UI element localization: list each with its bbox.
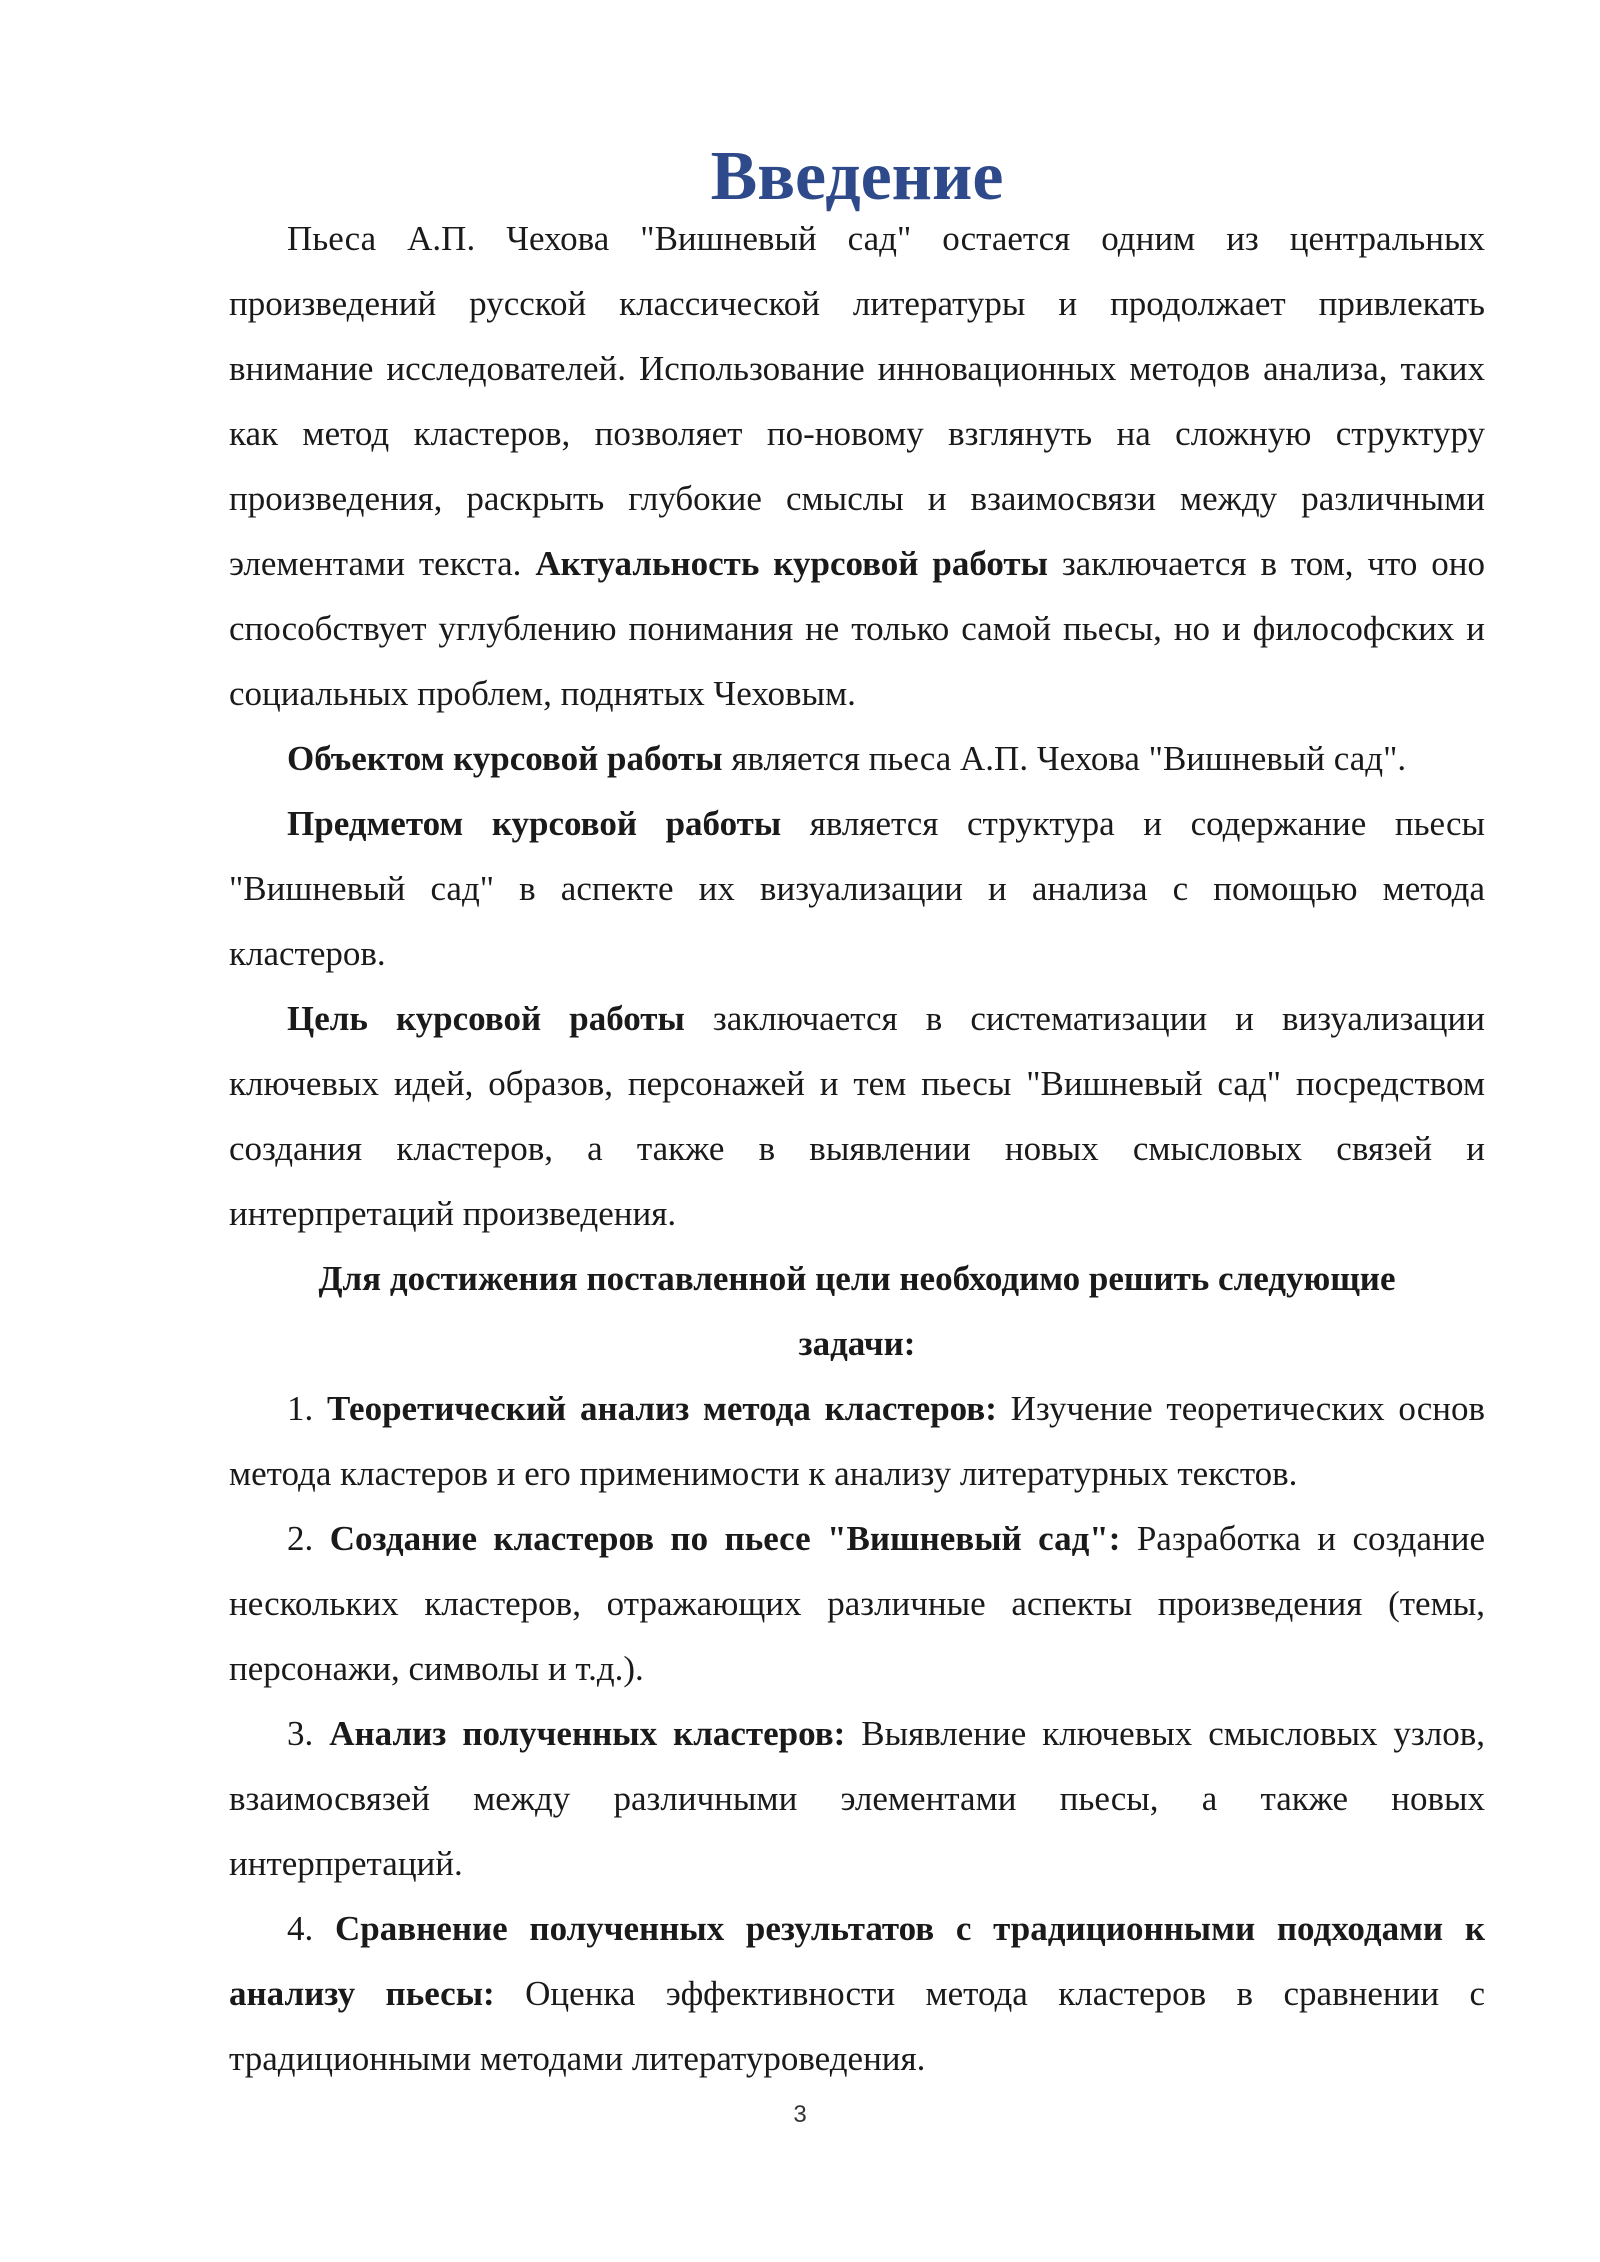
task-item <box>229 1376 1485 1506</box>
task-text: Изучение теоретических основ метода кластеров и его применимости к анализу литературных текстов. <box>229 1389 1486 1493</box>
task-number: 2. <box>287 1519 330 1558</box>
task-title: Сравнение полученных результатов с традиционными подходами к анализу пьесы: <box>229 1909 1485 2013</box>
object-paragraph <box>229 726 1485 791</box>
task-item <box>229 1506 1485 1701</box>
task-title: Теоретический анализ метода кластеров: <box>327 1389 997 1428</box>
object-text: является пьеса А.П. Чехова "Вишневый сад". <box>722 739 1407 778</box>
goal-paragraph <box>229 986 1485 1246</box>
relevance-label: Актуальность курсовой работы <box>535 544 1048 583</box>
task-text: Выявление ключевых смысловых узлов, взаимосвязей между различными элементами пьесы, а также новых интерпретаций. <box>229 1714 1485 1883</box>
task-text: Оценка эффективности метода кластеров в сравнении с традиционными методами литературоведения. <box>229 1974 1485 2078</box>
task-title: Создание кластеров по пьесе "Вишневый сад": <box>329 1519 1121 1558</box>
intro-paragraph <box>229 206 1485 726</box>
intro-text-2: заключается в том, что оно способствует углублению понимания не только самой пьесы, но и философских и социальных проблем, поднятых Чеховым. <box>229 544 1485 713</box>
page-content <box>229 138 1486 2091</box>
task-item <box>229 1701 1485 1896</box>
intro-text-1: Пьеса А.П. Чехова "Вишневый сад" остается одним из центральных произведений русской классической литературы и продолжает привлекать внимание исследователей. Использование инновационных методов анализа, таких как метод кластеров, позволяет по-новому взглянуть на сложную структуру произведения, раскрыть глубокие смыслы и взаимосвязи между различными элементами текста. <box>229 219 1485 583</box>
goal-text: заключается в систематизации и визуализации ключевых идей, образов, персонажей и тем пьесы "Вишневый сад" посредством создания кластеров, а также в выявлении новых смысловых связей и интерпретаций произведения. <box>229 999 1485 1233</box>
task-item <box>229 1896 1485 2091</box>
task-number: 1. <box>287 1389 328 1428</box>
task-number: 3. <box>287 1714 330 1753</box>
section-heading: Введение <box>710 138 1004 215</box>
tasks-heading: Для достижения поставленной цели необходимо решить следующие задачи: <box>318 1259 1396 1363</box>
page-number: 3 <box>793 2101 807 2128</box>
subject-label: Предметом курсовой работы <box>287 804 782 843</box>
subject-text: является структура и содержание пьесы "Вишневый сад" в аспекте их визуализации и анализа с помощью метода кластеров. <box>229 804 1485 973</box>
task-text: Разработка и создание нескольких кластеров, отражающих различные аспекты произведения (темы, персонажи, символы и т.д.). <box>229 1519 1486 1688</box>
object-label: Объектом курсовой работы <box>287 739 723 778</box>
task-number: 4. <box>287 1909 335 1948</box>
goal-label: Цель курсовой работы <box>287 999 685 1038</box>
subject-paragraph <box>229 791 1485 986</box>
task-title: Анализ полученных кластеров: <box>329 1714 846 1753</box>
